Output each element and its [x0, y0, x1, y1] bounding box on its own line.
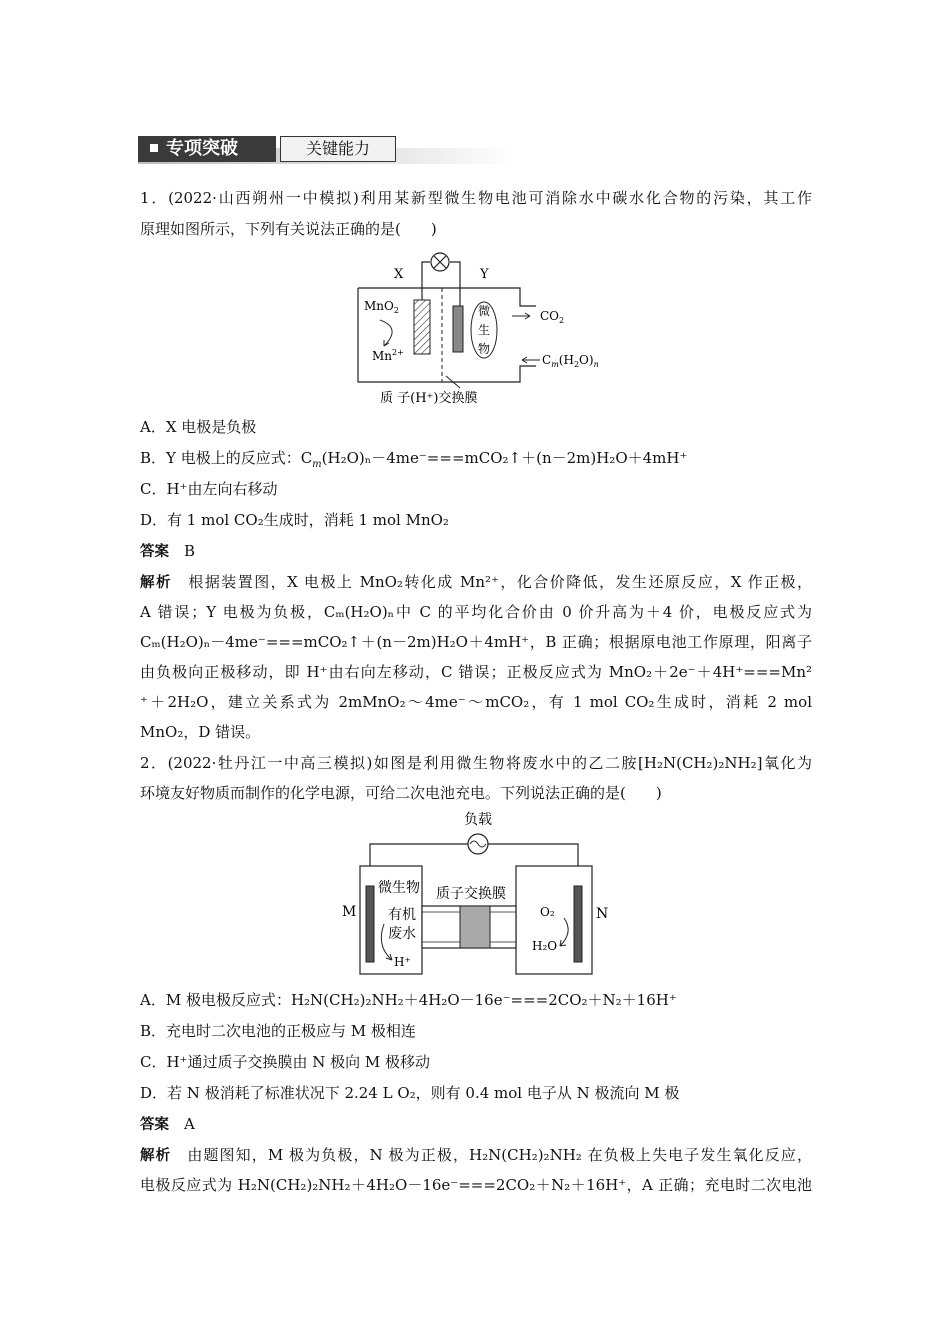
- section-subtitle: 关键能力: [280, 136, 396, 162]
- section-title: 专项突破: [166, 138, 238, 159]
- q1-option-d: D．有 1 mol CO₂生成时，消耗 1 mol MnO₂: [140, 511, 449, 529]
- microbe-char-1: 微: [477, 304, 491, 318]
- n-electrode: [574, 886, 582, 962]
- microbe-char-2: 生: [477, 323, 491, 337]
- q1-stem-line1: 1．(2022·山西朔州一中模拟)利用某新型微生物电池可消除水中碳水化合物的污染，其工作: [140, 189, 812, 207]
- h2o-label: H₂O: [532, 939, 558, 953]
- q1-analysis-line2: A 错误；Y 电极为负极，Cₘ(H₂O)ₙ中 C 的平均化合价由 0 价升高为＋4 价，电极反应式为: [140, 603, 812, 621]
- membrane-label: 质 子(H⁺)交换膜: [380, 391, 478, 406]
- section-header: [138, 134, 516, 166]
- waste-label-2: 废水: [388, 926, 416, 942]
- m-electrode: [366, 886, 374, 962]
- load-label: 负载: [464, 812, 492, 828]
- q1-option-c: C．H⁺由左向右移动: [140, 480, 278, 498]
- q2-stem-line1: 2．(2022·牡丹江一中高三模拟)如图是利用微生物将废水中的乙二胺[H₂N(CH₂)₂NH₂]氧化为: [140, 754, 812, 772]
- label-n: N: [596, 906, 609, 922]
- q2-option-d: D．若 N 极消耗了标准状况下 2.24 L O₂，则有 0.4 mol 电子从 N 极流向 M 极: [140, 1084, 680, 1102]
- y-electrode: [453, 306, 463, 352]
- q1-analysis-line1: 解析 根据装置图，X 电极上 MnO₂转化成 Mn²⁺，化合价降低，发生还原反应，X 作正极，: [140, 573, 813, 591]
- hplus-label: H⁺: [394, 955, 411, 969]
- q1-analysis-line5: ⁺＋2H₂O，建立关系式为 2mMnO₂～4me⁻～mCO₂，有 1 mol CO₂生成时，消耗 2 mol: [140, 693, 812, 711]
- microbe-label: 微生物: [378, 880, 420, 896]
- q2-analysis-line1: 解析 由题图知，M 极为负极，N 极为正极，H₂N(CH₂)₂NH₂ 在负极上失电子发生氧化反应，: [140, 1146, 812, 1164]
- q1-option-a: A．X 电极是负极: [140, 418, 257, 436]
- co2-label: $CO_2$: [540, 309, 565, 325]
- mno2-label: MnO$_2$: [364, 299, 399, 315]
- q2-option-a: A．M 极电极反应式：H₂N(CH₂)₂NH₂＋4H₂O－16e⁻===2CO₂＋N₂＋16H⁺: [140, 991, 677, 1009]
- microbe-char-3: 物: [477, 342, 491, 356]
- q1-analysis-line3: Cₘ(H₂O)ₙ－4me⁻===mCO₂↑＋(n－2m)H₂O＋4mH⁺，B 正确；根据原电池工作原理，阳离子: [140, 633, 812, 651]
- q2-option-c: C．H⁺通过质子交换膜由 N 极向 M 极移动: [140, 1053, 431, 1071]
- q2-analysis-line2: 电极反应式为 H₂N(CH₂)₂NH₂＋4H₂O－16e⁻===2CO₂＋N₂＋16H⁺，A 正确；充电时二次电池: [140, 1176, 812, 1194]
- carbohydrate-label: $C_m(H_2O)_n$: [542, 353, 599, 369]
- q2-answer: 答案 A: [140, 1115, 195, 1133]
- q1-diagram: [350, 248, 610, 408]
- q2-stem-line2: 环境友好物质而制作的化学电源，可给二次电池充电。下列说法正确的是( ): [140, 784, 662, 802]
- q1-stem-line2: 原理如图所示，下列有关说法正确的是( ): [140, 220, 437, 238]
- curved-arrow-icon: [380, 320, 392, 346]
- o2-label: O₂: [540, 905, 555, 919]
- q1-option-b: B．Y 电极上的反应式：$C_m(H_2O)_n-4me^-===mCO_2↑+(n-2m)H_2O+4mH^+$: [140, 449, 688, 470]
- label-y: Y: [480, 267, 489, 282]
- square-bullet-icon: [150, 144, 158, 152]
- waste-label-1: 有机: [388, 907, 416, 923]
- x-electrode: [414, 300, 430, 354]
- mn2-label: $Mn^{2+}$: [372, 348, 404, 363]
- q2-diagram: [338, 806, 618, 981]
- q2-option-b: B．充电时二次电池的正极应与 M 极相连: [140, 1022, 416, 1040]
- label-x: X: [394, 267, 404, 282]
- proton-membrane: [460, 906, 490, 948]
- q1-analysis-line6: MnO₂，D 错误。: [140, 723, 261, 741]
- q1-analysis-line4: 由负极向正极移动，即 H⁺由右向左移动，C 错误；正极反应式为 MnO₂＋2e⁻＋4H⁺===Mn²: [140, 663, 812, 681]
- membrane-label: 质子交换膜: [436, 886, 506, 902]
- label-m: M: [342, 904, 357, 920]
- q1-answer: 答案 B: [140, 542, 196, 560]
- section-title-block: [138, 136, 276, 162]
